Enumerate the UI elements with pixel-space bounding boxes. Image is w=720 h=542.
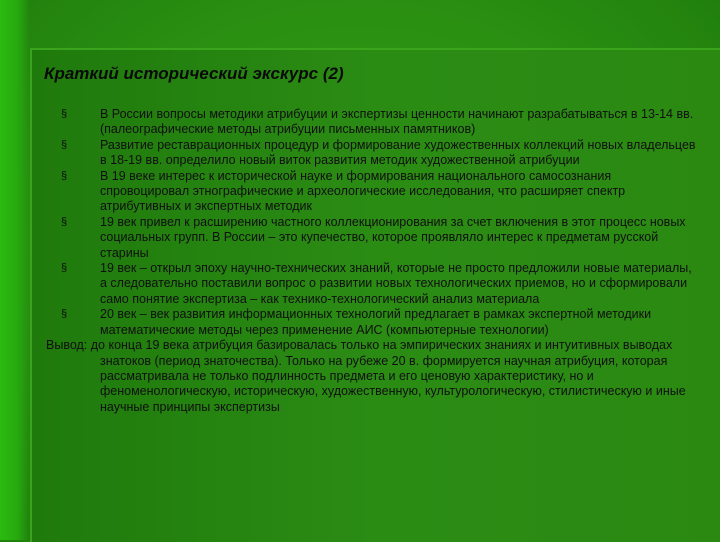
bullet-item (46, 169, 701, 215)
left-decor-band (0, 0, 30, 540)
bullet-text: Развитие реставрационных процедур и формирование художественных коллекций новых владельцев в 18-19 вв. определило новый виток развития методик художественной атрибуции (100, 137, 696, 168)
bullet-marker-icon: § (61, 308, 68, 321)
bullet-item (46, 261, 701, 307)
bullet-marker-icon: § (61, 138, 68, 151)
slide-title: Краткий исторический экскурс (2) (44, 64, 344, 83)
bullet-text: 19 век привел к расширению частного коллекционирования за счет включения в этот процесс новых социальных групп. В России – это купечество, которое проявляло интерес к предметам русской старины (100, 214, 686, 260)
bullet-item (46, 138, 701, 169)
bullet-text: В 19 веке интерес к исторической науке и формирования национального самосознания спровоцировал этнографические и археологические исследования, что расширяет спектр атрибутивных и экспертных методик (100, 168, 626, 214)
bullet-item (46, 215, 701, 261)
conclusion-text: Вывод: до конца 19 века атрибуция базировалась только на эмпирических знаниях и интуитивных выводах знатоков (период знаточества). Только на рубеже 20 в. формируется научная атрибуция, которая рассматривала не только подлинность предмета и его ценовую характеристику, но и феноменологическую, историческую, художественную, культурологическую, стилистическую и иные научные принципы экспертизы (46, 338, 686, 414)
bullet-text: 20 век – век развития информационных технологий предлагает в рамках экспертной методики математические методы через применение АИС (компьютерные технологии) (100, 307, 652, 337)
bullet-marker-icon: § (61, 262, 68, 275)
bullet-marker-icon: § (61, 169, 68, 182)
bullet-item (46, 107, 701, 138)
bullet-text: В России вопросы методики атрибуции и экспертизы ценности начинают разрабатываться в 13-14 вв. (палеографические методы атрибуции письменных памятников) (100, 107, 694, 137)
bullet-text: 19 век – открыл эпоху научно-технических знаний, которые не просто предложили новые материалы, а следовательно поставили вопрос о развитии новых технологических приемов, но и сформировали само понятие экспертиза – как технико-технологический анализ материала (100, 261, 692, 306)
bullet-item (46, 307, 701, 338)
bullet-marker-icon: § (61, 215, 68, 228)
bullet-marker-icon: § (61, 108, 68, 120)
slide-body (46, 107, 701, 415)
